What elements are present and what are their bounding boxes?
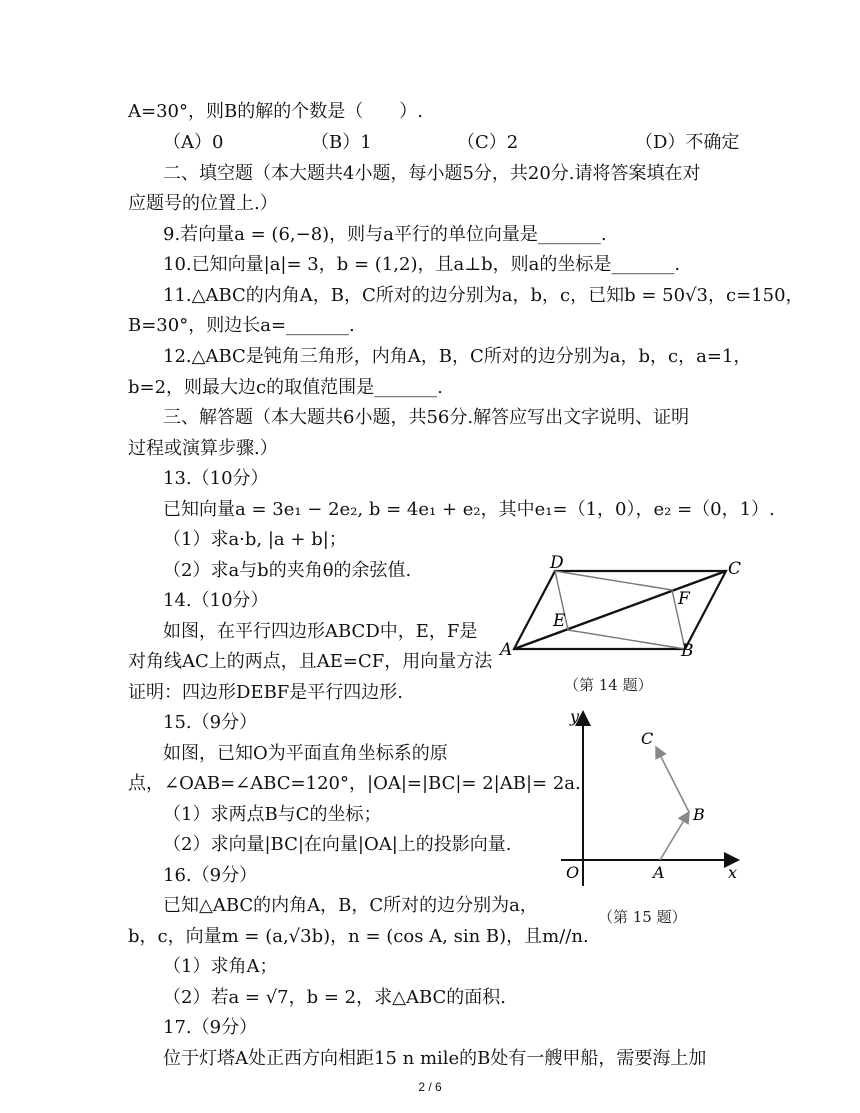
label-x: x — [728, 863, 738, 882]
line-29: （2）若a = √7，b = 2，求△ABC的面积. — [163, 987, 507, 1008]
figure-14-parallelogram — [496, 552, 746, 662]
label-c: C — [641, 729, 654, 748]
figure-15-caption: （第 15 题） — [598, 908, 687, 926]
section-answer-heading: 三、解答题（本大题共6小题，共56分.解答应写出文字说明、证明 — [163, 407, 690, 428]
line-22: 点，∠OAB=∠ABC=120°，|OA|=|BC|= 2|AB|= 2a. — [128, 773, 581, 794]
question-12: 12.△ABC是钝角三角形，内角A，B，C所对的边分别为a，b，c，a=1， — [163, 346, 752, 367]
label-a: A — [500, 640, 513, 660]
option-d: （D）不确定 — [635, 132, 740, 153]
line-21: 如图，已知O为平面直角坐标系的原 — [163, 743, 448, 764]
line-11: 过程或演算步骤.） — [128, 438, 278, 459]
label-d: D — [550, 553, 564, 573]
line-1: A=30°，则B的解的个数是（ ）. — [128, 101, 423, 122]
question-9: 9.若向量a = (6,−8)，则与a平行的单位向量是_______. — [163, 224, 607, 245]
option-b: （B）1 — [311, 132, 372, 153]
line-3: 应题号的位置上.） — [128, 193, 278, 214]
line-19: 证明：四边形DEBF是平行四边形. — [128, 682, 404, 703]
line-28: （1）求角A； — [163, 956, 278, 977]
label-a: A — [653, 863, 665, 882]
figure-15-coordinate-diagram — [556, 702, 746, 887]
option-a: （A）0 — [163, 132, 224, 153]
label-e: E — [553, 611, 566, 631]
section-fill-heading: 二、填空题（本大题共4小题，每小题5分，共20分.请将答案填在对 — [163, 163, 701, 184]
question-15: 15.（9分） — [163, 712, 258, 733]
label-b: B — [681, 641, 694, 661]
label-y: y — [570, 707, 580, 726]
question-11: 11.△ABC的内角A，B，C所对的边分别为a，b，c，已知b = 50√3，c=150， — [163, 285, 804, 306]
label-b: B — [693, 805, 705, 824]
line-26: 已知△ABC的内角A，B，C所对的边分别为a， — [163, 895, 538, 916]
line-18: 对角线AC上的两点，且AE=CF，用向量方法 — [128, 651, 493, 672]
question-10: 10.已知向量|a|= 3，b = (1,2)，且a⊥b，则a的坐标是_______. — [163, 254, 681, 275]
label-o: O — [566, 863, 580, 882]
label-c: C — [728, 559, 742, 579]
line-13: 已知向量a = 3e₁ − 2e₂, b = 4e₁ + e₂，其中e₁=（1，0），e₂ =（0，1）. — [163, 499, 775, 520]
page-number: 2 / 6 — [418, 1080, 442, 1094]
question-14: 14.（10分） — [163, 590, 269, 611]
question-16: 16.（9分） — [163, 865, 258, 886]
line-14: （1）求a·b, |a + b|； — [163, 529, 347, 550]
question-17: 17.（9分） — [163, 1017, 258, 1038]
figure-14-caption: （第 14 题） — [564, 676, 653, 694]
line-27: b，c，向量m = (a,√3b)，n = (cos A, sin B)，且m//n. — [128, 926, 589, 947]
line-23: （1）求两点B与C的坐标； — [163, 804, 382, 825]
line-31: 位于灯塔A处正西方向相距15 n mile的B处有一艘甲船，需要海上加 — [163, 1048, 707, 1069]
line-7: B=30°，则边长a=_______. — [128, 315, 355, 336]
label-f: F — [678, 589, 690, 609]
line-17: 如图，在平行四边形ABCD中，E，F是 — [163, 621, 478, 642]
question-13: 13.（10分） — [163, 468, 269, 489]
option-c: （C）2 — [457, 132, 519, 153]
line-9: b=2，则最大边c的取值范围是_______. — [128, 377, 443, 398]
line-24: （2）求向量|BC|在向量|OA|上的投影向量. — [163, 834, 512, 855]
line-15: （2）求a与b的夹角θ的余弦值. — [163, 560, 412, 581]
